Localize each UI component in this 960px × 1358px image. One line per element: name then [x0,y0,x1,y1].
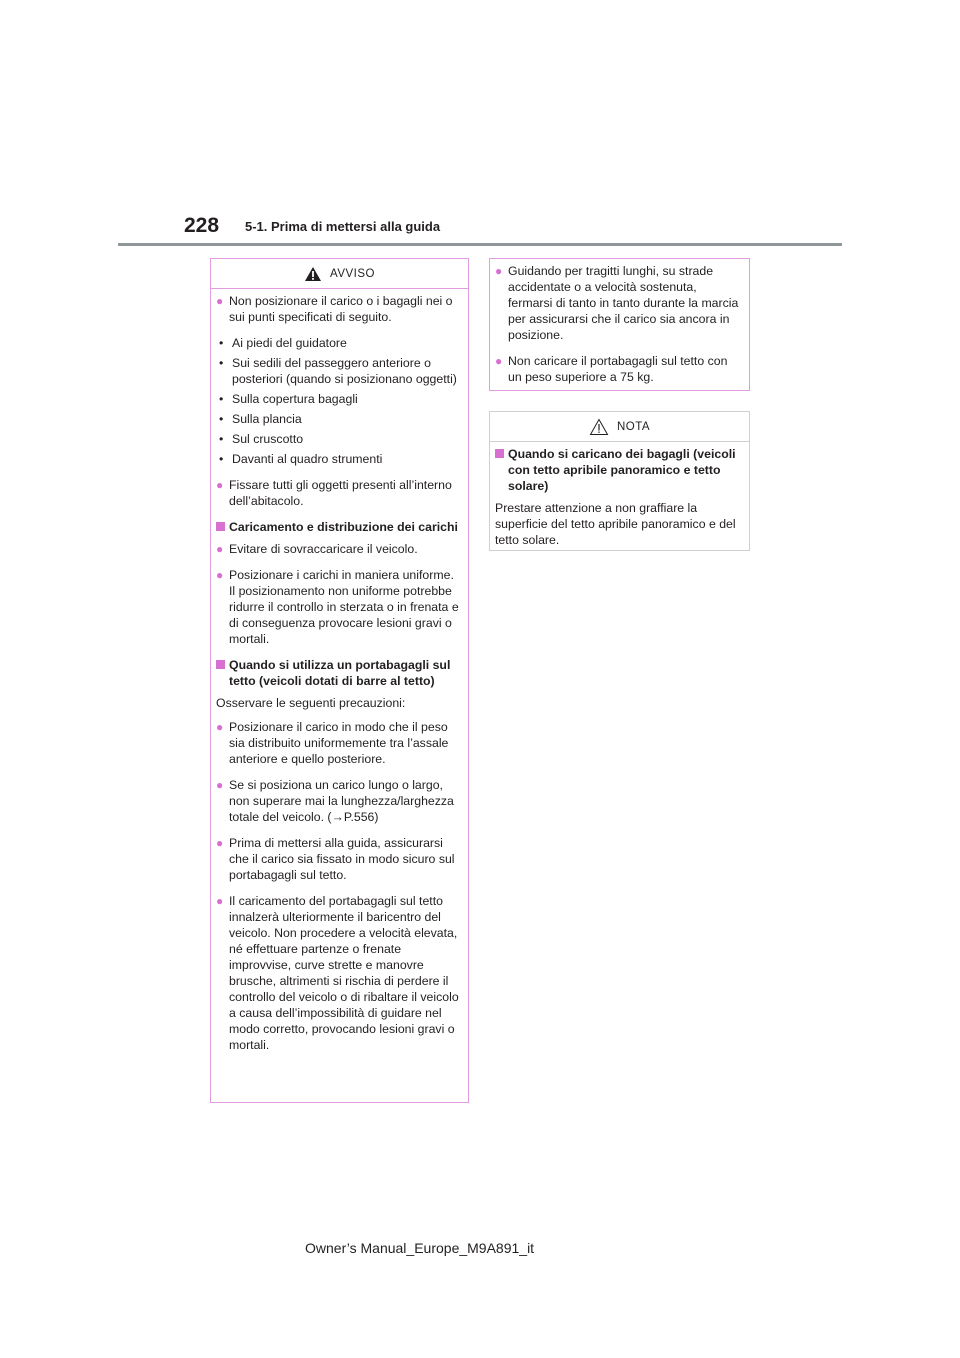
bullet-text: Non posizionare il carico o i bagagli nei o sui punti specificati di seguito. [229,294,453,324]
sub-item-text: Sui sedili del passeggero anteriore o posteriori (quando si posizionano oggetti) [232,356,457,386]
sub-item-text: Ai piedi del guidatore [232,336,347,350]
bullet-text: Guidando per tragitti lunghi, su strade accidentate o a velocità sostenuta, fermarsi di tanto in tanto durante la marcia per assicurarsi che il carico sia ancora in posizione. [508,264,739,342]
subheading [495,446,741,494]
square-marker-icon [216,519,229,535]
note-box [489,411,750,551]
bullet-dot-icon: ● [216,568,224,582]
sub-bullet-icon: • [219,336,224,350]
bullet-dot-icon: ● [216,542,224,556]
paragraph: Prestare attenzione a non graffiare la superficie del tetto apribile panoramico e del tetto solare. [495,501,736,547]
subheading [216,657,460,689]
warning-triangle-filled-icon [304,266,322,282]
subheading-text: Caricamento e distribuzione dei carichi [229,520,458,534]
bullet-text: Non caricare il portabagagli sul tetto con un peso superiore a 75 kg. [508,354,728,384]
bullet-dot-icon: ● [495,264,503,278]
square-marker-icon [495,446,508,494]
bullet-dot-icon: ● [216,836,224,850]
bullet-item [216,893,460,1053]
section-title: 5-1. Prima di mettersi alla guida [245,219,441,234]
sub-item [216,391,460,407]
sub-bullet-icon: • [219,452,224,466]
sub-bullet-icon: • [219,356,224,370]
bullet-text: Posizionare il carico in modo che il peso sia distribuito uniformemente tra l’assale anteriore e quello posteriore. [229,720,449,766]
bullet-dot-icon: ● [216,294,224,308]
sub-item [216,335,460,351]
sub-bullet-icon: • [219,412,224,426]
sub-item [216,411,460,427]
bullet-item [216,477,460,509]
bullet-item [495,353,741,385]
warning-triangle-outline-icon [589,418,609,436]
subheading-text: Quando si caricano dei bagagli (veicoli con tetto apribile panoramico e tetto solare) [508,447,736,493]
bullet-item [216,777,460,825]
warning-body [211,289,468,1053]
bullet-text: Il caricamento del portabagagli sul tetto innalzerà ulteriormente il baricentro del veicolo. Non procedere a velocità elevata, né effettuare partenze o frenate improvvise, curve strette e manovre brusche, altrimenti si rischia di perdere il controllo del veicolo o di ribaltare il veicolo a causa dell’impossibilità di guidare nel modo corretto, provocando lesioni gravi o mortali. [229,894,459,1052]
warning-box [210,258,469,1103]
sub-item-text: Sul cruscotto [232,432,304,446]
bullet-text: Prima di mettersi alla guida, assicurarsi che il carico sia fissato in modo sicuro sul portabagagli sul tetto. [229,836,455,882]
sub-item-text: Sulla copertura bagagli [232,392,358,406]
bullet-dot-icon: ● [216,478,224,492]
bullet-item [216,567,460,647]
bullet-item [495,263,741,343]
sub-item [216,451,460,467]
sub-item [216,355,460,387]
square-marker-icon [216,657,229,689]
bullet-text: Se si posiziona un carico lungo o largo, non superare mai la lunghezza/larghezza totale del veicolo. (→P.556) [229,778,454,824]
warning-cont-body [490,259,749,385]
bullet-dot-icon: ● [216,720,224,734]
footer-text: Owner’s Manual_Europe_M9A891_it [305,1240,535,1256]
warning-box-header [211,259,468,289]
sub-item-text: Sulla plancia [232,412,302,426]
warning-box-continued [489,258,750,391]
sub-bullet-icon: • [219,392,224,406]
note-body [490,442,749,548]
bullet-item [216,719,460,767]
bullet-item [216,541,460,557]
bullet-dot-icon: ● [495,354,503,368]
subheading [216,519,460,535]
note-box-header [490,412,749,442]
paragraph: Osservare le seguenti precauzioni: [216,696,406,710]
bullet-dot-icon: ● [216,894,224,908]
bullet-item [216,293,460,325]
sub-item-text: Davanti al quadro strumenti [232,452,383,466]
subheading-text: Quando si utilizza un portabagagli sul tetto (veicoli dotati di barre al tetto) [229,658,451,688]
note-title: NOTA [616,420,651,433]
bullet-dot-icon: ● [216,778,224,792]
bullet-text: Evitare di sovraccaricare il veicolo. [229,542,418,556]
sub-item [216,431,460,447]
bullet-text: Fissare tutti gli oggetti presenti all’interno dell’abitacolo. [229,478,452,508]
page-number: 228 [184,214,220,237]
header-rule [118,243,842,246]
sub-bullet-icon: • [219,432,224,446]
warning-title: AVVISO [330,267,375,280]
bullet-text: Posizionare i carichi in maniera uniforme. Il posizionamento non uniforme potrebbe ridurre il controllo in sterzata o in frenata e di conseguenza provocare lesioni gravi o mortali. [229,568,459,646]
bullet-item [216,835,460,883]
